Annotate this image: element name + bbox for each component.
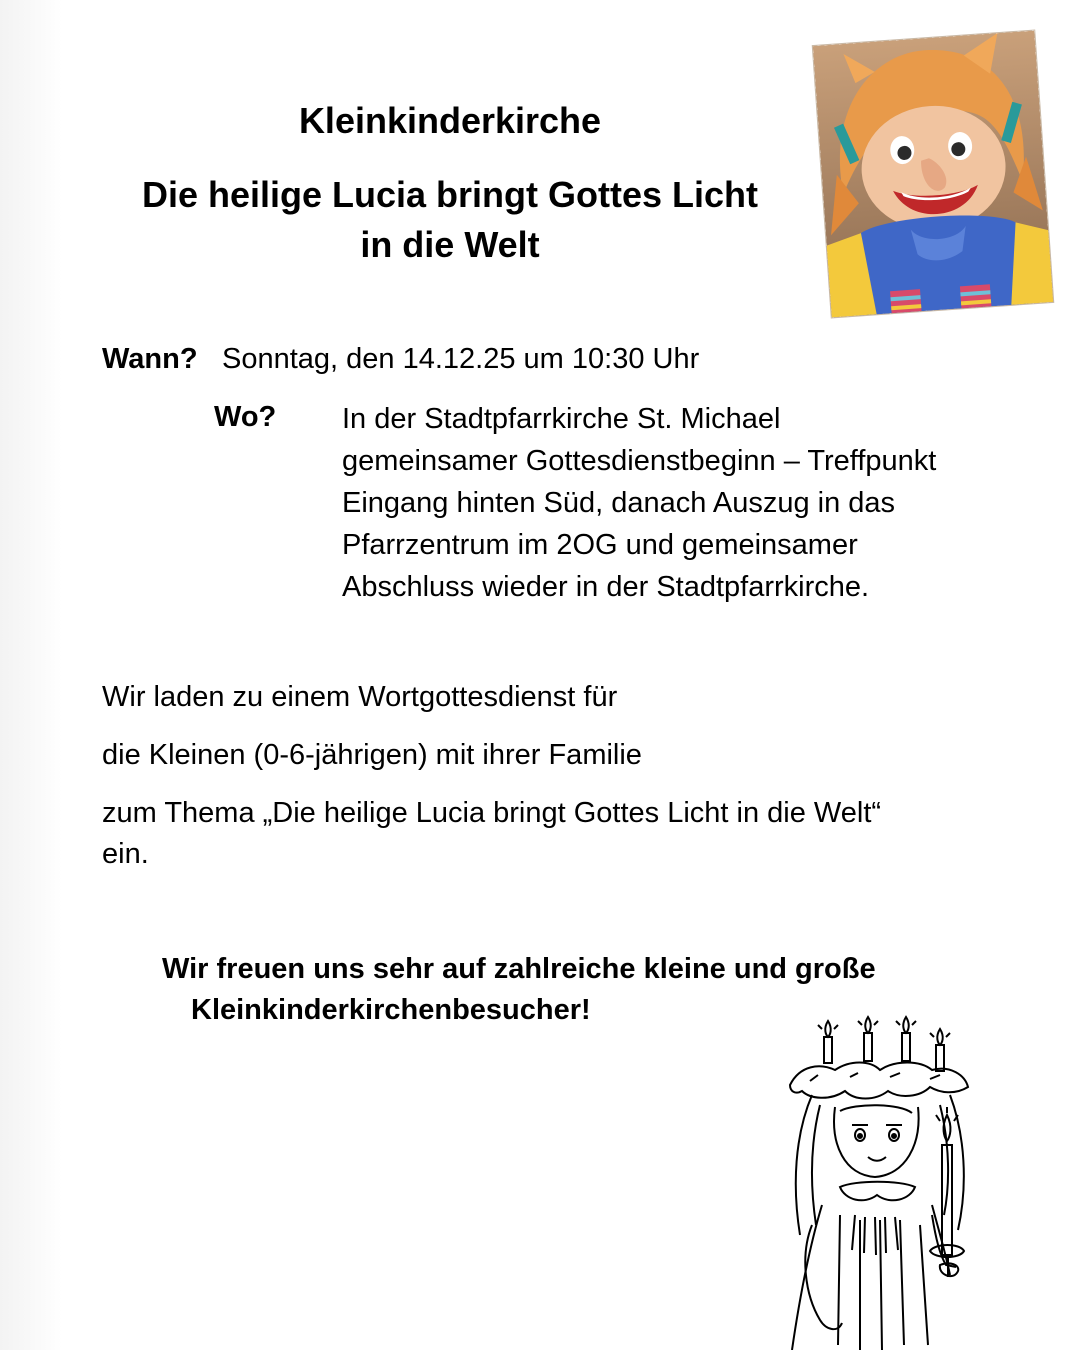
wreath-candles [818,1017,950,1071]
page-title: Kleinkinderkirche [298,100,602,141]
puppet-illustration [813,31,1053,318]
invitation-line: Wir laden zu einem Wortgottesdienst für [102,681,618,713]
when-value: Sonntag, den 14.12.25 um 10:30 Uhr [222,343,700,375]
where-line: Abschluss wieder in der Stadtpfarrkirche. [342,571,870,603]
subtitle-line-2: in die Welt [360,224,540,265]
where-line: In der Stadtpfarrkirche St. Michael [342,403,781,435]
closing-line-1: Wir freuen uns sehr auf zahlreiche kleine und große [162,953,876,985]
subtitle-line-1: Die heilige Lucia bringt Gottes Licht [141,174,759,215]
when-label: Wann? [102,343,198,375]
invitation-line: ein. [102,838,149,870]
where-line: Pfarrzentrum im 2OG und gemeinsamer [342,529,858,561]
where-line: gemeinsamer Gottesdienstbeginn – Treffpunkt [342,445,937,477]
where-label: Wo? [214,401,277,433]
puppet-photo [813,31,1053,318]
page-subtitle [0,170,900,270]
where-value [342,398,936,608]
lucia-drawing [760,1015,990,1350]
where-line: Eingang hinten Süd, danach Auszug in das [342,487,896,519]
lucia-illustration [760,1015,990,1350]
closing-line-2: Kleinkinderkirchenbesucher! [191,994,591,1026]
invitation-line: zum Thema „Die heilige Lucia bringt Gottes Licht in die Welt“ [102,797,882,829]
invitation-line: die Kleinen (0-6-jährigen) mit ihrer Familie [102,739,642,771]
